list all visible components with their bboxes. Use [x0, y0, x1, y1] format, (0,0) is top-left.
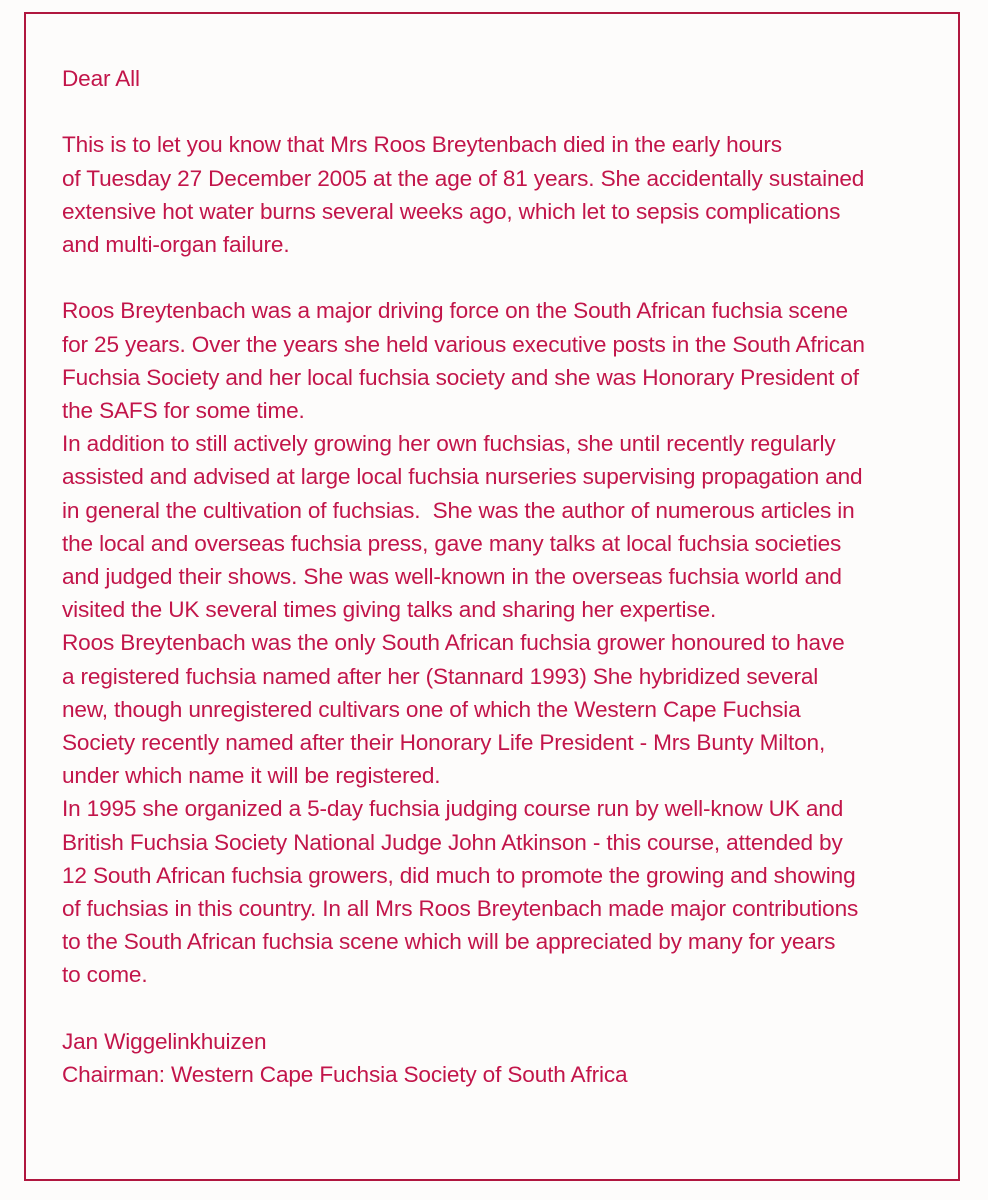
paragraph-gap [62, 992, 942, 1025]
text-line: under which name it will be registered. [62, 763, 441, 789]
text-line: assisted and advised at large local fuchsia nurseries supervising propagation and [62, 464, 863, 490]
paragraph-gap [62, 261, 942, 294]
text-line: a registered fuchsia named after her (Stannard 1993) She hybridized several [62, 663, 819, 689]
text-line: Society recently named after their Honorary Life President - Mrs Bunty Milton, [62, 730, 826, 756]
text-line: of fuchsias in this country. In all Mrs Roos Breytenbach made major contributions [62, 896, 859, 922]
text-line: 12 South African fuchsia growers, did much to promote the growing and showing [62, 862, 856, 888]
text-line: and multi-organ failure. [62, 232, 290, 257]
text-line: Fuchsia Society and her local fuchsia society and she was Honorary President of [62, 364, 859, 390]
text-line: In 1995 she organized a 5-day fuchsia judging course run by well-know UK and [62, 796, 844, 822]
letter-body [62, 62, 942, 1091]
text-line: extensive hot water burns several weeks ago, which let to sepsis complications [62, 198, 841, 224]
paragraph-gap [62, 95, 942, 128]
paragraph-death-notice [62, 128, 942, 261]
text-line: of Tuesday 27 December 2005 at the age of 81 years. She accidentally sustained [62, 165, 865, 191]
text-line: Roos Breytenbach was a major driving force on the South African fuchsia scene [62, 298, 848, 324]
signature-name: Jan Wiggelinkhuizen [62, 1028, 267, 1054]
text-line: the local and overseas fuchsia press, gave many talks at local fuchsia societies [62, 530, 842, 556]
text-line: new, though unregistered cultivars one of which the Western Cape Fuchsia [62, 696, 801, 722]
text-line: Roos Breytenbach was the only South African fuchsia grower honoured to have [62, 630, 845, 656]
text-line: This is to let you know that Mrs Roos Breytenbach died in the early hours [62, 132, 782, 158]
text-line: to come. [62, 962, 148, 988]
signature-block [62, 1025, 942, 1091]
text-line: In addition to still actively growing her own fuchsias, she until recently regularly [62, 431, 836, 457]
text-line: to the South African fuchsia scene which will be appreciated by many for years [62, 929, 836, 955]
text-line: visited the UK several times giving talks and sharing her expertise. [62, 597, 717, 623]
signature-title: Chairman: Western Cape Fuchsia Society of South Africa [62, 1062, 628, 1088]
text-line: the SAFS for some time. [62, 398, 305, 423]
text-line: and judged their shows. She was well-known in the overseas fuchsia world and [62, 564, 842, 590]
salutation: Dear All [62, 66, 140, 91]
text-line: British Fuchsia Society National Judge John Atkinson - this course, attended by [62, 829, 843, 855]
paragraph-tribute [62, 294, 942, 991]
text-line: for 25 years. Over the years she held various executive posts in the South African [62, 331, 865, 357]
text-line: in general the cultivation of fuchsias. She was the author of numerous articles in [62, 497, 855, 523]
